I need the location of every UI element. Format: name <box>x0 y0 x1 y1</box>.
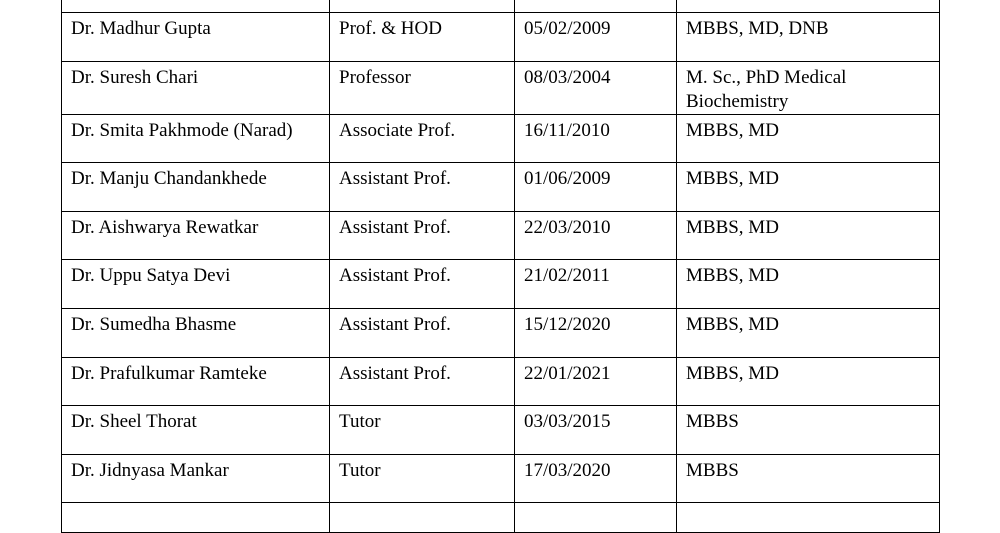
table-row <box>62 406 940 455</box>
qualification-cell: MBBS <box>677 406 940 455</box>
designation-cell: Professor <box>330 61 515 114</box>
designation-cell: Assistant Prof. <box>330 211 515 260</box>
qualification-cell: MBBS, MD <box>677 260 940 309</box>
table-cell <box>62 0 330 13</box>
table-row <box>62 211 940 260</box>
table-row <box>62 260 940 309</box>
faculty-name-cell: Dr. Suresh Chari <box>62 61 330 114</box>
qualification-cell: M. Sc., PhD Medical Biochemistry <box>677 61 940 114</box>
table-cell <box>330 503 515 533</box>
date-cell: 03/03/2015 <box>515 406 677 455</box>
faculty-name-cell: Dr. Sumedha Bhasme <box>62 308 330 357</box>
table-row <box>62 163 940 212</box>
designation-cell: Assistant Prof. <box>330 163 515 212</box>
designation-cell: Prof. & HOD <box>330 13 515 62</box>
table-cell <box>677 0 940 13</box>
faculty-name-cell: Dr. Jidnyasa Mankar <box>62 454 330 503</box>
date-cell: 16/11/2010 <box>515 114 677 163</box>
faculty-name-cell: Dr. Manju Chandankhede <box>62 163 330 212</box>
table-row <box>62 114 940 163</box>
date-cell: 15/12/2020 <box>515 308 677 357</box>
date-cell: 22/03/2010 <box>515 211 677 260</box>
table-cell <box>515 503 677 533</box>
faculty-name-cell: Dr. Uppu Satya Devi <box>62 260 330 309</box>
table-row <box>62 308 940 357</box>
designation-cell: Assistant Prof. <box>330 357 515 406</box>
qualification-cell: MBBS, MD <box>677 114 940 163</box>
table-row <box>62 13 940 62</box>
date-cell: 17/03/2020 <box>515 454 677 503</box>
qualification-cell: MBBS, MD <box>677 357 940 406</box>
qualification-cell: MBBS <box>677 454 940 503</box>
faculty-name-cell: Dr. Prafulkumar Ramteke <box>62 357 330 406</box>
qualification-cell: MBBS, MD, DNB <box>677 13 940 62</box>
faculty-name-cell: Dr. Aishwarya Rewatkar <box>62 211 330 260</box>
table-cell <box>515 0 677 13</box>
table-row-partial-top <box>62 0 940 13</box>
qualification-cell: MBBS, MD <box>677 308 940 357</box>
qualification-cell: MBBS, MD <box>677 163 940 212</box>
date-cell: 01/06/2009 <box>515 163 677 212</box>
date-cell: 08/03/2004 <box>515 61 677 114</box>
date-cell: 05/02/2009 <box>515 13 677 62</box>
faculty-table-container <box>61 0 939 533</box>
table-row <box>62 61 940 114</box>
designation-cell: Tutor <box>330 454 515 503</box>
table-cell <box>62 503 330 533</box>
table-row-partial-bottom <box>62 503 940 533</box>
table-row <box>62 454 940 503</box>
table-cell <box>677 503 940 533</box>
faculty-name-cell: Dr. Smita Pakhmode (Narad) <box>62 114 330 163</box>
faculty-name-cell: Dr. Sheel Thorat <box>62 406 330 455</box>
designation-cell: Tutor <box>330 406 515 455</box>
faculty-table <box>61 0 940 533</box>
table-cell <box>330 0 515 13</box>
designation-cell: Associate Prof. <box>330 114 515 163</box>
date-cell: 22/01/2021 <box>515 357 677 406</box>
table-row <box>62 357 940 406</box>
qualification-cell: MBBS, MD <box>677 211 940 260</box>
date-cell: 21/02/2011 <box>515 260 677 309</box>
designation-cell: Assistant Prof. <box>330 308 515 357</box>
designation-cell: Assistant Prof. <box>330 260 515 309</box>
faculty-name-cell: Dr. Madhur Gupta <box>62 13 330 62</box>
